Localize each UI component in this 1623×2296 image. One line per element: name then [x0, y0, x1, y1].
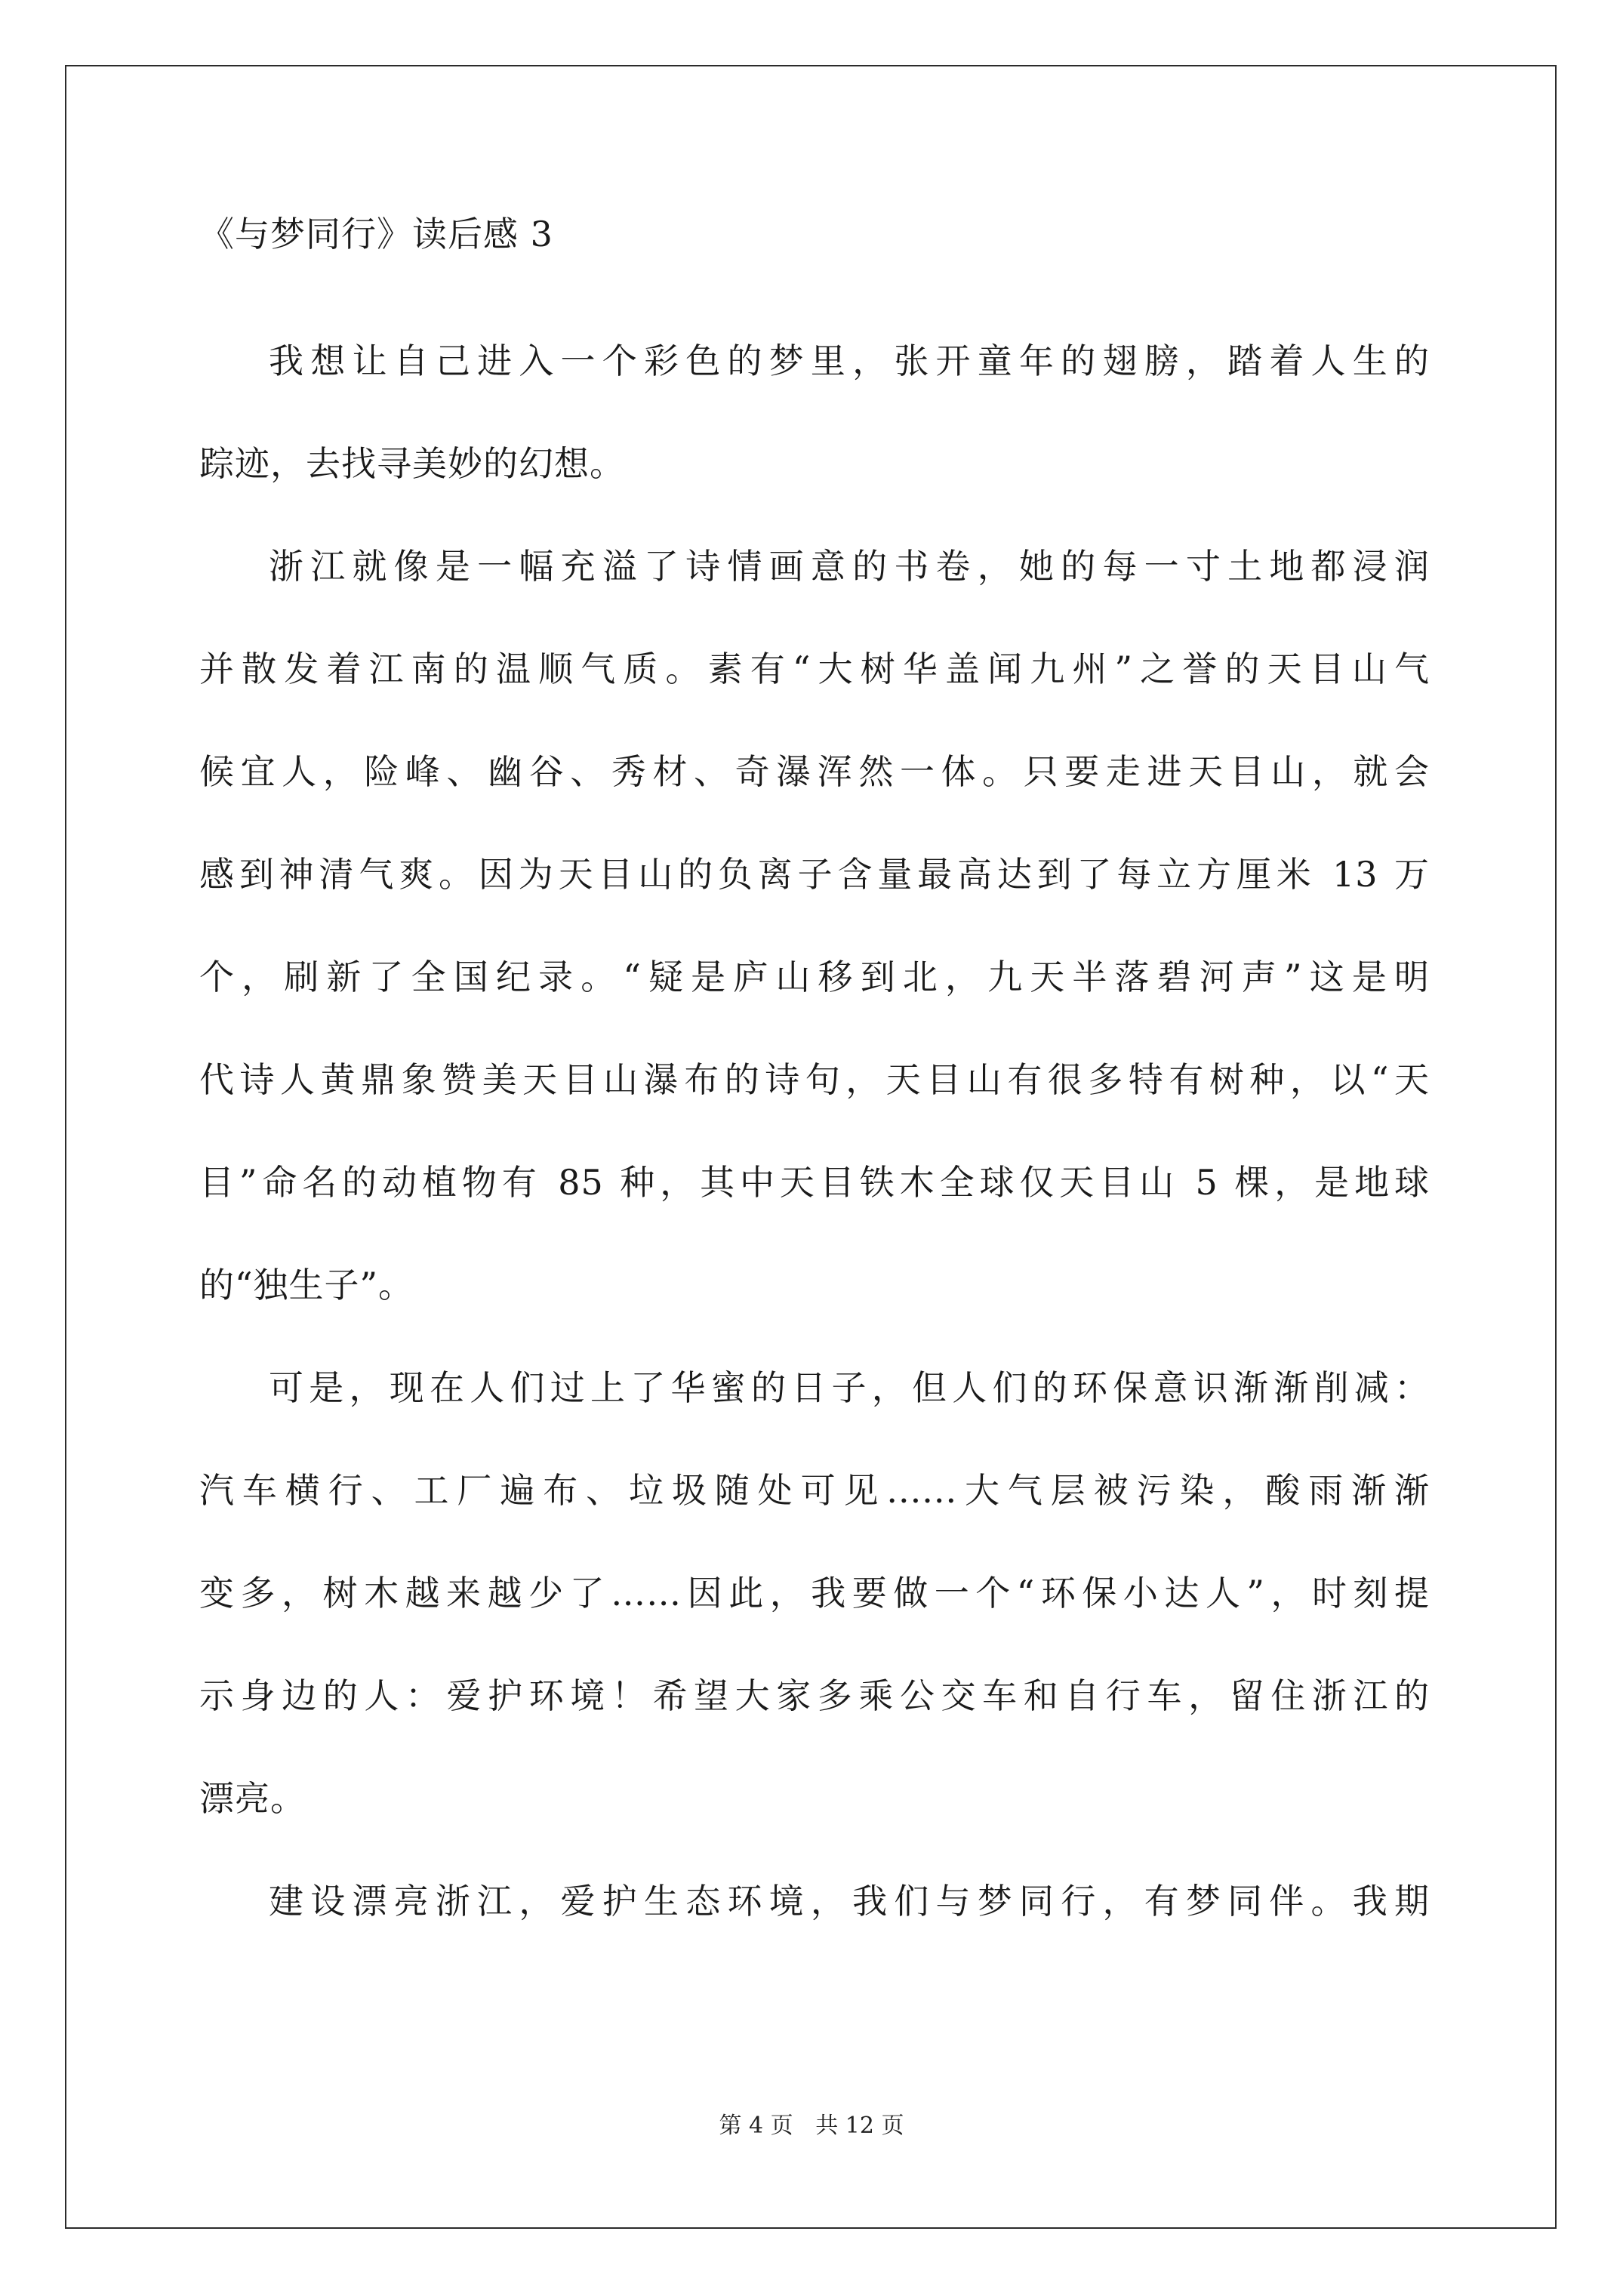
paragraph-line: 的“独生子”。 [199, 1265, 414, 1305]
paragraph-line: 我想让自己进入一个彩色的梦里，张开童年的翅膀，踏着人生的 [269, 341, 1430, 381]
paragraph-line: 建设漂亮浙江，爱护生态环境，我们与梦同行，有梦同伴。我期 [269, 1881, 1430, 1922]
paragraph-line: 漂亮。 [199, 1778, 306, 1819]
paragraph-line: 代诗人黄鼎象赞美天目山瀑布的诗句，天目山有很多特有树种，以“天 [199, 1059, 1430, 1100]
paragraph-line: 并散发着江南的温顺气质。素有“大树华盖闻九州”之誉的天目山气 [199, 649, 1430, 689]
paragraph-line: 目”命名的动植物有 85 种，其中天目铁木全球仅天目山 5 棵，是地球 [199, 1162, 1430, 1203]
page-number: 第 4 页 [719, 2113, 793, 2139]
page-footer [0, 2106, 1623, 2140]
paragraph-line: 感到神清气爽。因为天目山的负离子含量最高达到了每立方厘米 13 万 [199, 854, 1430, 895]
page-total: 共 12 页 [815, 2113, 904, 2139]
paragraph-line: 候宜人，险峰、幽谷、秀材、奇瀑浑然一体。只要走进天目山，就会 [199, 751, 1430, 792]
paragraph-line: 踪迹，去找寻美妙的幻想。 [199, 443, 625, 484]
paragraph-line: 汽车横行、工厂遍布、垃圾随处可见......大气层被污染，酸雨渐渐 [199, 1470, 1430, 1511]
paragraph-line: 个，刷新了全国纪录。“疑是庐山移到北，九天半落碧河声”这是明 [199, 957, 1430, 997]
paragraph-line: 浙江就像是一幅充溢了诗情画意的书卷，她的每一寸土地都浸润 [269, 546, 1430, 587]
paragraph-line: 示身边的人：爱护环境！希望大家多乘公交车和自行车，留住浙江的 [199, 1675, 1430, 1716]
paragraph-line: 可是，现在人们过上了华蜜的日子，但人们的环保意识渐渐削减： [269, 1367, 1430, 1408]
paragraph-line: 变多，树木越来越少了……因此，我要做一个“环保小达人”，时刻提 [199, 1573, 1430, 1613]
document-title: 《与梦同行》读后感 3 [199, 214, 553, 254]
